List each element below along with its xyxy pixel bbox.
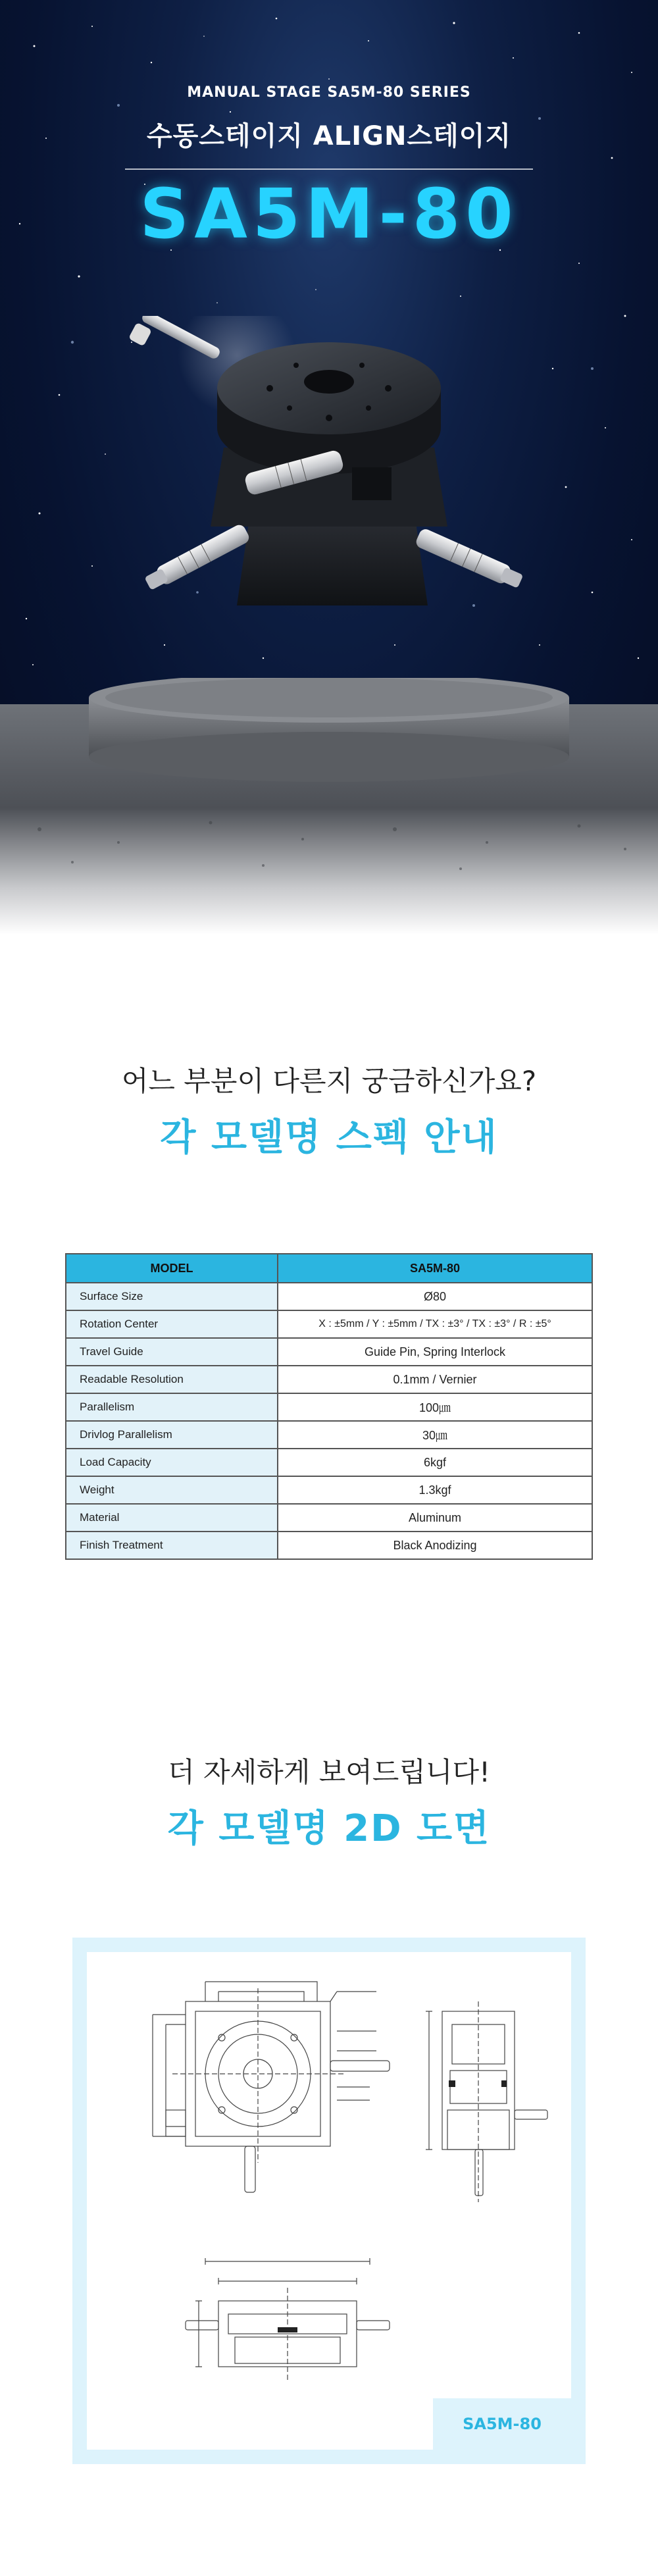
table-row	[66, 1476, 592, 1504]
spec-title: 각 모델명 스펙 안내	[160, 1116, 498, 1159]
row-label: Load Capacity	[66, 1449, 278, 1476]
row-label: Travel Guide	[66, 1338, 278, 1366]
table-row	[66, 1310, 592, 1338]
row-label: Parallelism	[66, 1393, 278, 1421]
table-row	[66, 1338, 592, 1366]
spec-section	[0, 935, 658, 1560]
spec-table-header	[66, 1254, 592, 1283]
drawing-section	[0, 1560, 658, 2576]
pedestal-ground	[0, 678, 658, 935]
row-label: Readable Resolution	[66, 1366, 278, 1393]
table-row	[66, 1532, 592, 1559]
drawing-canvas	[87, 1952, 571, 2450]
drawing-title: 각 모델명 2D 도면	[167, 1807, 491, 1850]
row-value: Aluminum	[278, 1504, 592, 1532]
hero-banner	[0, 0, 658, 935]
table-row	[66, 1421, 592, 1449]
stage-product-image	[125, 316, 533, 658]
technical-drawing	[87, 1952, 571, 2450]
hero-subtitle: 수동스테이지 ALIGN스테이지	[147, 121, 511, 151]
table-row	[66, 1393, 592, 1421]
drawing-question: 더 자세하게 보여드립니다!	[168, 1756, 490, 1788]
drawing-frame	[72, 1938, 586, 2464]
row-value: Black Anodizing	[278, 1532, 592, 1559]
row-label: Finish Treatment	[66, 1532, 278, 1559]
spec-table	[65, 1253, 593, 1560]
drawing-model-tag: SA5M-80	[433, 2398, 571, 2450]
row-value: Guide Pin, Spring Interlock	[278, 1338, 592, 1366]
table-row	[66, 1366, 592, 1393]
row-value: 30㎛	[278, 1421, 592, 1449]
row-value: 1.3kgf	[278, 1476, 592, 1504]
hero-model-title: SA5M-80	[139, 174, 519, 254]
header-model-value: SA5M-80	[278, 1254, 592, 1283]
row-label: Surface Size	[66, 1283, 278, 1310]
row-value: 0.1mm / Vernier	[278, 1366, 592, 1393]
row-label: Weight	[66, 1476, 278, 1504]
series-caption: MANUAL STAGE SA5M-80 SERIES	[187, 84, 471, 101]
row-label: Rotation Center	[66, 1310, 278, 1338]
row-value: X : ±5mm / Y : ±5mm / TX : ±3° / TX : ±3° / R : ±5°	[278, 1310, 592, 1338]
table-row	[66, 1504, 592, 1532]
hero-divider	[125, 168, 533, 170]
spec-question: 어느 부분이 다른지 궁금하신가요?	[121, 1065, 537, 1097]
header-model-label: MODEL	[66, 1254, 278, 1283]
row-value: 6kgf	[278, 1449, 592, 1476]
row-label: Material	[66, 1504, 278, 1532]
table-row	[66, 1449, 592, 1476]
row-value: 100㎛	[278, 1393, 592, 1421]
row-value: Ø80	[278, 1283, 592, 1310]
table-row	[66, 1283, 592, 1310]
row-label: Drivlog Parallelism	[66, 1421, 278, 1449]
